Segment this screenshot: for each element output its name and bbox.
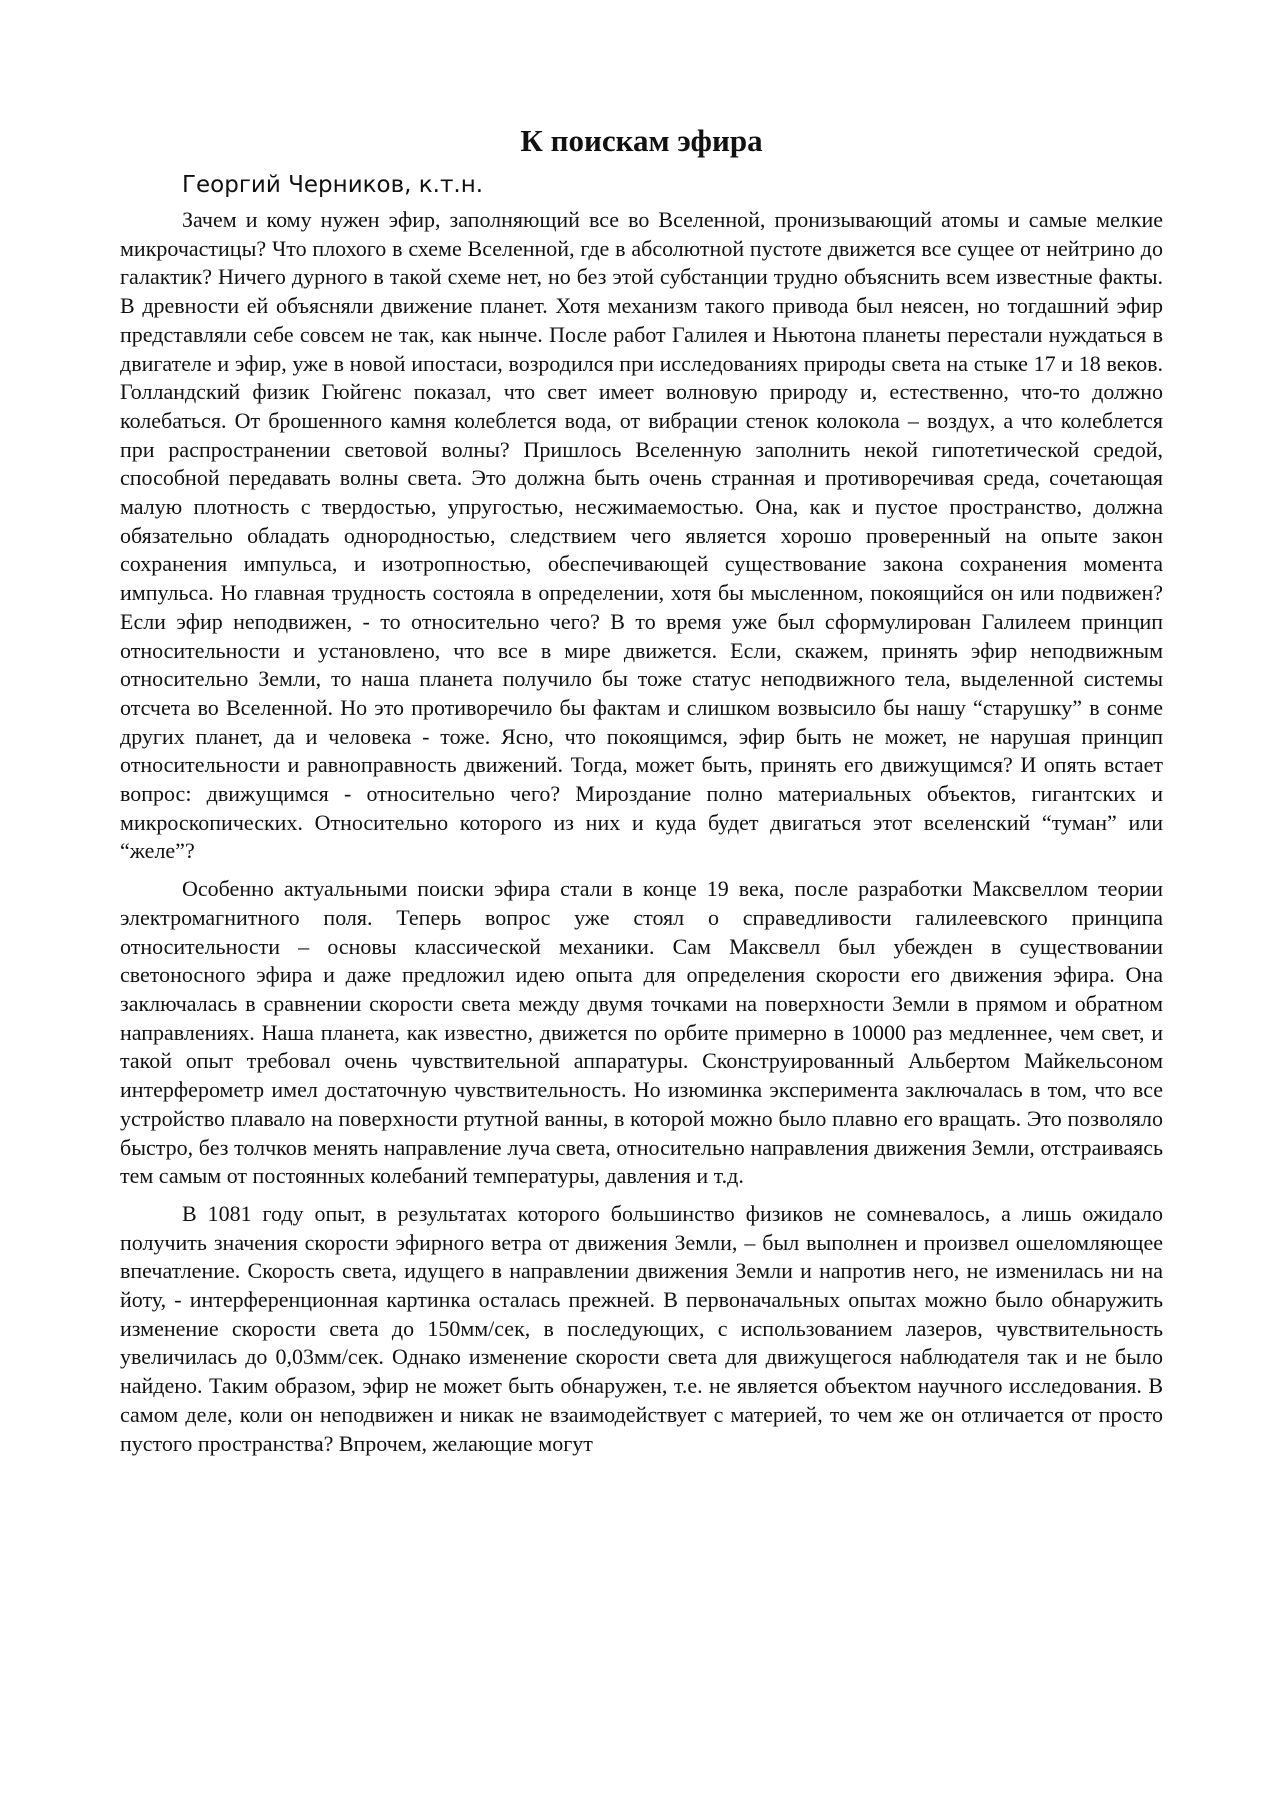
document-title: К поискам эфира [520, 123, 763, 158]
author-line: Георгий Черников, к.т.н. [182, 172, 484, 198]
paragraph-2: Особенно актуальными поиски эфира стали в конце 19 века, после разработки Максвеллом теории электромагнитного поля. Теперь вопрос уже стоял о справедливости галилеевского принципа относительности – основы классической механики. Сам Максвелл был убежден в существовании светоносного эфира и даже предложил идею опыта для определения скорости его движения эфира. Она заключалась в сравнении скорости света между двумя точками на поверхности Земли в прямом и обратном направлениях. Наша планета, как известно, движется по орбите примерно в 10000 раз медленнее, чем свет, и такой опыт требовал очень чувствительной аппаратуры. Сконструированный Альбертом Майкельсоном интерферометр имел достаточную чувствительность. Но изюминка эксперимента заключалась в том, что все устройство плавало на поверхности ртутной ванны, в которой можно было плавно его вращать. Это позволяло быстро, без толчков менять направление луча света, относительно направления движения Земли, отстраиваясь тем самым от постоянных колебаний температуры, давления и т.д. [120, 876, 1163, 1189]
paragraph-3: В 1081 году опыт, в результатах которого большинство физиков не сомневалось, а лишь ожидало получить значения скорости эфирного ветра от движения Земли, – был выполнен и произвел ошеломляющее впечатление. Скорость света, идущего в направлении движения Земли и напротив него, не изменилась ни на йоту, - интерференционная картинка осталась прежней. В первоначальных опытах можно было обнаружить изменение скорости света до 150мм/сек, в последующих, с использованием лазеров, чувствительность увеличилась до 0,03мм/сек. Однако изменение скорости света для движущегося наблюдателя так и не было найдено. Таким образом, эфир не может быть обнаружен, т.е. не является объектом научного исследования. В самом деле, коли он неподвижен и никак не взаимодействует с материей, то чем же он отличается от просто пустого пространства? Впрочем, желающие могут [120, 1200, 1163, 1456]
paragraph-1: Зачем и кому нужен эфир, заполняющий все во Вселенной, пронизывающий атомы и самые мелкие микрочастицы? Что плохого в схеме Вселенной, где в абсолютной пустоте движется все сущее от нейтрино до галактик? Ничего дурного в такой схеме нет, но без этой субстанции трудно объяснить всем известные факты. В древности ей объясняли движение планет. Хотя механизм такого привода был неясен, но тогдашний эфир представляли себе совсем не так, как нынче. После работ Галилея и Ньютона планеты перестали нуждаться в двигателе и эфир, уже в новой ипостаси, возродился при исследованиях природы света на стыке 17 и 18 веков. Голландский физик Гюйгенс показал, что свет имеет волновую природу и, естественно, что-то должно колебаться. От брошенного камня колеблется вода, от вибрации стенок колокола – воздух, а что колеблется при распространении световой волны? Пришлось Вселенную заполнить некой гипотетической средой, способной передавать волны света. Это должна быть очень странная и противоречивая среда, сочетающая малую плотность с твердостью, упругостью, несжимаемостью. Она, как и пустое пространство, должна обязательно обладать однородностью, следствием чего является хорошо проверенный на опыте закон сохранения импульса, и изотропностью, обеспечивающей существование закона сохранения момента импульса. Но главная трудность состояла в определении, хотя бы мысленном, покоящийся он или подвижен? Если эфир неподвижен, - то относительно чего? В то время уже был сформулирован Галилеем принцип относительности и установлено, что все в мире движется. Если, скажем, принять эфир неподвижным относительно Земли, то наша планета получило бы тоже статус неподвижного тела, выделенной системы отсчета во Вселенной. Но это противоречило бы фактам и слишком возвысило бы нашу “старушку” в сонме других планет, да и человека - тоже. Ясно, что покоящимся, эфир быть не может, не нарушая принцип относительности и равноправность движений. Тогда, может быть, принять его движущимся? И опять встает вопрос: движущимся - относительно чего? Мироздание полно материальных объектов, гигантских и микроскопических. Относительно которого из них и куда будет двигаться этот вселенский “туман” или “желе”? [120, 207, 1163, 864]
